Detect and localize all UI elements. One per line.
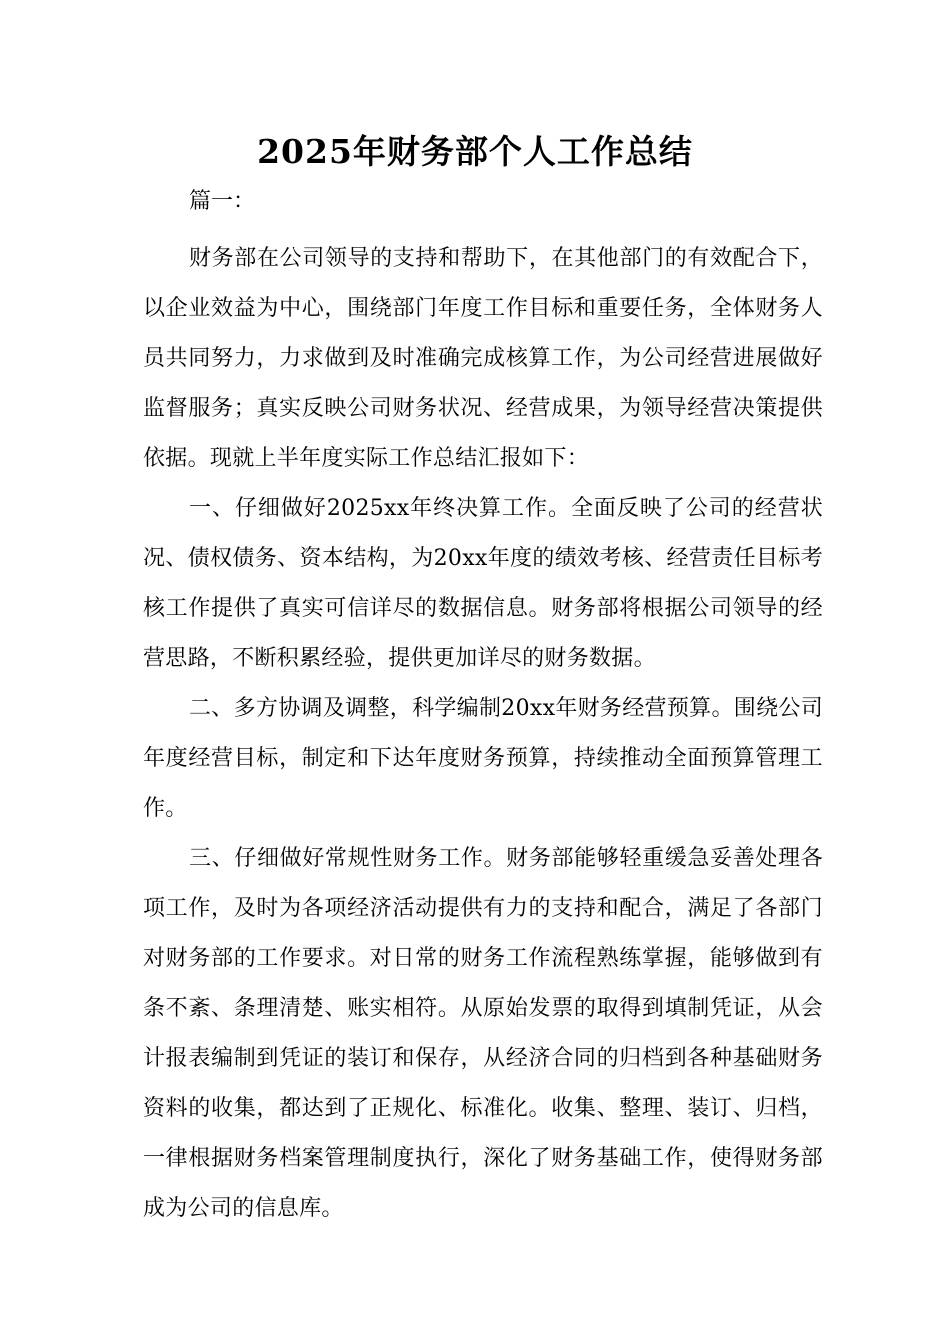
paragraph-item-2: 二、多方协调及调整，科学编制20xx年财务经营预算。围绕公司年度经营目标，制定和下达年度财务预算，持续推动全面预算管理工作。 <box>143 696 823 821</box>
document-body <box>143 180 823 1234</box>
document-title: 2025年财务部个人工作总结 <box>257 132 693 171</box>
paragraph-item-1: 一、仔细做好2025xx年终决算工作。全面反映了公司的经营状况、债权债务、资本结构，为20xx年度的绩效考核、经营责任目标考核工作提供了真实可信详尽的数据信息。财务部将根据公司领导的经营思路，不断积累经验，提供更加详尽的财务数据。 <box>143 496 823 671</box>
paragraph-intro: 财务部在公司领导的支持和帮助下，在其他部门的有效配合下，以企业效益为中心，围绕部门年度工作目标和重要任务，全体财务人员共同努力，力求做到及时准确完成核算工作，为公司经营进展做好监督服务；真实反映公司财务状况、经营成果，为领导经营决策提供依据。现就上半年度实际工作总结汇报如下： <box>143 246 823 471</box>
section-label: 篇一： <box>189 189 256 214</box>
paragraph-item-3: 三、仔细做好常规性财务工作。财务部能够轻重缓急妥善处理各项工作，及时为各项经济活动提供有力的支持和配合，满足了各部门对财务部的工作要求。对日常的财务工作流程熟练掌握，能够做到有条不紊、条理清楚、账实相符。从原始发票的取得到填制凭证，从会计报表编制到凭证的装订和保存，从经济合同的归档到各种基础财务资料的收集，都达到了正规化、标准化。收集、整理、装订、归档，一律根据财务档案管理制度执行，深化了财务基础工作，使得财务部成为公司的信息库。 <box>143 846 823 1221</box>
